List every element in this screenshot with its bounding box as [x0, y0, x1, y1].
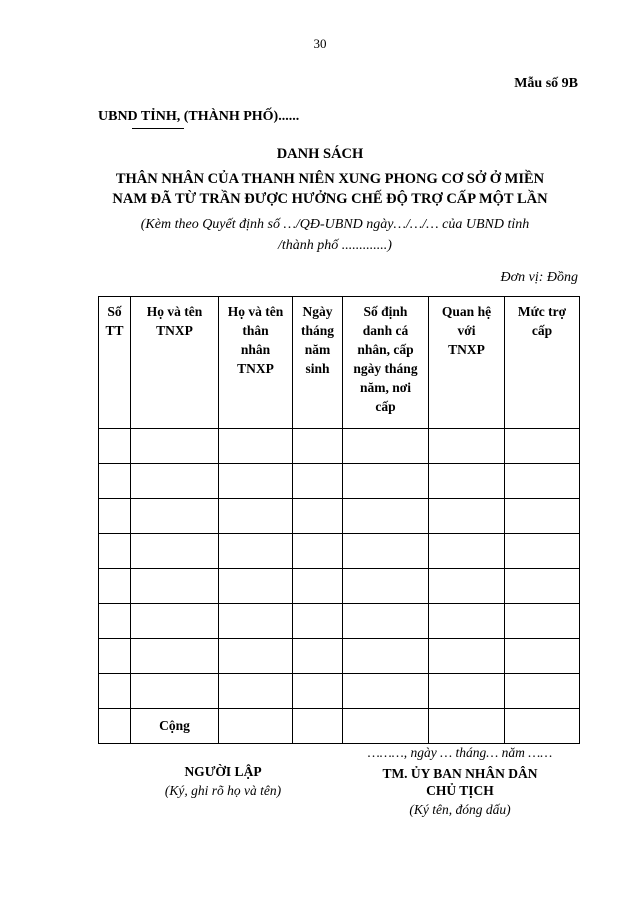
document-title: DANH SÁCH: [276, 146, 364, 162]
subtitle-line-2: NAM ĐÃ TỪ TRẦN ĐƯỢC HƯỞNG CHẾ ĐỘ TRỢ CẤP MỘT LẦN: [112, 191, 548, 207]
table-cell: [293, 534, 343, 569]
table-cell: [505, 499, 580, 534]
table-cell: [99, 639, 131, 674]
table-row: [99, 429, 580, 464]
table-cell: [219, 604, 293, 639]
table-cell: [505, 464, 580, 499]
table-cell: [99, 604, 131, 639]
table-cell: [131, 639, 219, 674]
table-cell: [505, 534, 580, 569]
table-cell: [343, 709, 429, 744]
table-cell: [429, 499, 505, 534]
page-number: 30: [313, 36, 327, 51]
header-allowance: Mức trợ cấp: [505, 297, 580, 429]
table-header-row: [99, 297, 580, 429]
beneficiary-table: [98, 296, 580, 744]
decision-line-1: (Kèm theo Quyết định số …/QĐ-UBND ngày…/…/… của UBND tỉnh: [140, 217, 530, 232]
table-row: [99, 674, 580, 709]
table-row: [99, 639, 580, 674]
table-cell: [219, 534, 293, 569]
table-cell: [219, 674, 293, 709]
table-cell: [505, 709, 580, 744]
table-cell: [505, 639, 580, 674]
table-cell: [293, 429, 343, 464]
table-cell: [293, 709, 343, 744]
table-cell: [293, 639, 343, 674]
table-cell: [505, 429, 580, 464]
table-cell: [219, 569, 293, 604]
decision-reference: [100, 214, 570, 256]
table-cell: [429, 569, 505, 604]
header-relationship: Quan hệ với TNXP: [429, 297, 505, 429]
header-personal-id: Số định danh cá nhân, cấp ngày tháng năm, nơi cấp: [343, 297, 429, 429]
table-cell: [131, 569, 219, 604]
table-cell: [293, 604, 343, 639]
table-cell: [219, 639, 293, 674]
header-tnxp-name: Họ và tên TNXP: [131, 297, 219, 429]
table-cell: [343, 604, 429, 639]
table-row: [99, 534, 580, 569]
preparer-note: (Ký, ghi rõ họ và tên): [164, 783, 282, 798]
table-cell: [99, 429, 131, 464]
header-birth-date: Ngày tháng năm sinh: [293, 297, 343, 429]
table-cell: [219, 429, 293, 464]
table-cell: [99, 499, 131, 534]
table-cell: [131, 464, 219, 499]
table-cell: [429, 709, 505, 744]
total-row: [99, 709, 580, 744]
table-cell: [343, 569, 429, 604]
table-cell: [99, 464, 131, 499]
table-cell: [219, 464, 293, 499]
table-cell: [505, 604, 580, 639]
agency-underline: [132, 128, 184, 129]
table-cell: [429, 639, 505, 674]
chair-title: CHỦ TỊCH: [426, 783, 494, 798]
header-relative-name: Họ và tên thân nhân TNXP: [219, 297, 293, 429]
table-row: [99, 569, 580, 604]
table-cell: [343, 534, 429, 569]
table-cell: [99, 534, 131, 569]
table-cell: [505, 674, 580, 709]
table-cell: [343, 674, 429, 709]
table-row: [99, 499, 580, 534]
document-subtitle: [60, 169, 600, 209]
table-row: [99, 464, 580, 499]
table-cell: [131, 604, 219, 639]
table-row: [99, 604, 580, 639]
table-cell: [343, 429, 429, 464]
committee-title: TM. ỦY BAN NHÂN DÂN: [382, 766, 538, 781]
chair-note: (Ký tên, đóng dấu): [409, 802, 511, 817]
issuing-agency: UBND TỈNH, (THÀNH PHỐ)......: [98, 109, 300, 124]
table-cell: [99, 674, 131, 709]
table-cell: [343, 464, 429, 499]
table-cell: [131, 534, 219, 569]
table-cell: [219, 499, 293, 534]
table-cell: [131, 674, 219, 709]
table-cell: [293, 499, 343, 534]
table-cell: [293, 569, 343, 604]
total-label: Cộng: [131, 709, 219, 744]
decision-line-2: /thành phố .............): [278, 238, 392, 253]
date-line: ………, ngày … tháng… năm ……: [367, 745, 553, 760]
table-cell: [293, 674, 343, 709]
table-cell: [131, 429, 219, 464]
table-cell: [219, 709, 293, 744]
table-cell: [505, 569, 580, 604]
table-cell: [429, 464, 505, 499]
form-code: Mẫu số 9B: [514, 76, 578, 91]
subtitle-line-1: THÂN NHÂN CỦA THANH NIÊN XUNG PHONG CƠ SỞ Ở MIỀN: [115, 171, 545, 187]
table-cell: [131, 499, 219, 534]
table-cell: [343, 639, 429, 674]
table-cell: [99, 709, 131, 744]
table-cell: [429, 429, 505, 464]
table-cell: [429, 534, 505, 569]
preparer-title: NGƯỜI LẬP: [184, 764, 262, 779]
header-no: Số TT: [99, 297, 131, 429]
table-cell: [429, 604, 505, 639]
table-cell: [343, 499, 429, 534]
currency-unit: Đơn vị: Đồng: [500, 270, 578, 285]
table-cell: [99, 569, 131, 604]
table-cell: [429, 674, 505, 709]
table-cell: [293, 464, 343, 499]
